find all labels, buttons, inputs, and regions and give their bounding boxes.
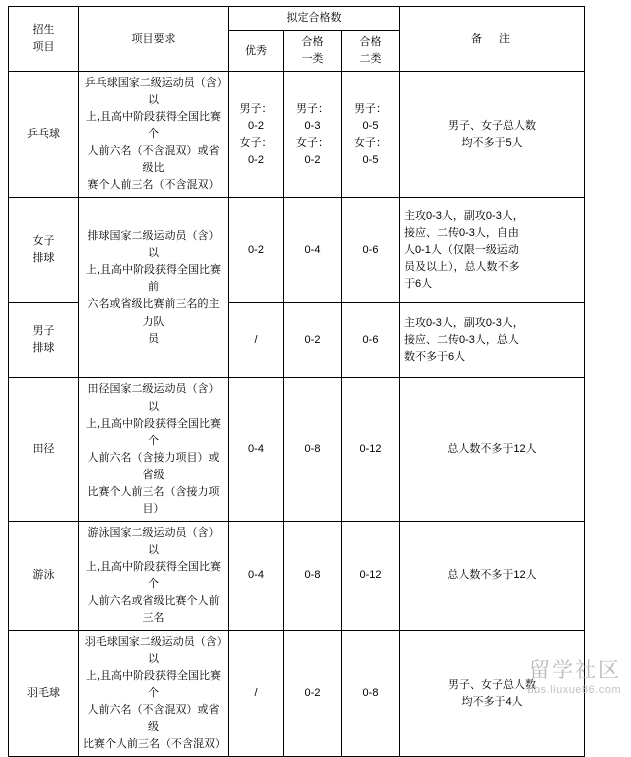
cell-program (9, 198, 79, 303)
program-line1: 男子 (32, 325, 55, 338)
cell-excellent (229, 303, 284, 378)
table-row (9, 378, 585, 521)
watermark-sub-text: bbs.liuxue86.com (527, 684, 621, 696)
cell-line: 均不多于4人 (461, 695, 523, 708)
cell-excellent (229, 198, 284, 303)
cell-line: 女子： (296, 136, 329, 149)
cell-line: 主攻0-3人，副攻0-3人， (404, 316, 524, 329)
cell-line: 上,且高中阶段获得全国比赛个 (85, 417, 222, 447)
cell-qualified-1 (284, 521, 342, 630)
cell-line: 员及以上），总人数不多 (404, 260, 520, 273)
cell-line: 人0-1人（仅限一级运动 (404, 243, 519, 256)
cell-line: 0-2 (248, 243, 264, 256)
header-qualified-class-2 (342, 31, 400, 72)
admission-requirements-table (8, 6, 585, 757)
watermark-main-text: 留学社区 (529, 657, 621, 682)
cell-line: 0-8 (304, 569, 321, 582)
table-row (9, 198, 585, 303)
cell-line: 总人数不多于12人 (447, 443, 537, 456)
cell-line: 比赛个人前三名（含接力项目） (87, 485, 220, 515)
cell-requirement (79, 198, 229, 378)
cell-excellent (229, 378, 284, 521)
cell-qualified-1 (284, 303, 342, 378)
cell-requirement (79, 72, 229, 198)
cell-line: 田径国家二级运动员（含）以 (87, 383, 220, 413)
header-excellent: 优秀 (229, 31, 284, 72)
cell-line: 0-6 (362, 243, 379, 256)
cell-line: 乒乓球国家二级运动员（含）以 (84, 77, 223, 107)
cell-qualified-1 (284, 198, 342, 303)
cell-line: 游泳国家二级运动员（含）以 (87, 526, 220, 556)
cell-line: 上,且高中阶段获得全国比赛个 (85, 111, 222, 141)
cell-remark (400, 72, 585, 198)
cell-qualified-2 (342, 198, 400, 303)
header-qualified-group: 拟定合格数 (229, 7, 400, 31)
cell-remark (400, 631, 585, 757)
header-qualified-2-line2: 二类 (359, 53, 382, 66)
cell-line: 数不多于6人 (404, 350, 466, 363)
cell-line: 均不多于5人 (461, 136, 523, 149)
cell-line: 女子： (354, 136, 387, 149)
cell-line: 人前六名（不含混双）或省级 (87, 704, 220, 734)
cell-line: 女子： (239, 136, 273, 149)
cell-program (9, 378, 79, 521)
cell-remark (400, 303, 585, 378)
cell-line: 人前六名（不含混双）或省级比 (87, 145, 220, 175)
cell-remark (400, 378, 585, 521)
program-line2: 排球 (32, 342, 55, 355)
cell-excellent (229, 72, 284, 198)
cell-line: 比赛个人前三名（不含混双） (83, 738, 226, 751)
cell-line: 0-5 (362, 119, 379, 132)
cell-line: 人前六名（含接力项目）或省级 (87, 451, 220, 481)
admission-table-sheet (8, 6, 584, 757)
cell-line: 0-4 (248, 443, 264, 456)
cell-line: / (254, 687, 258, 700)
cell-program (9, 303, 79, 378)
cell-qualified-1 (284, 378, 342, 521)
table-header-row-1 (9, 7, 585, 31)
cell-program (9, 631, 79, 757)
cell-line: 0-2 (304, 333, 321, 346)
cell-line: 排球国家二级运动员（含）以 (87, 230, 220, 260)
cell-remark (400, 521, 585, 630)
cell-line: 人前六名或省级比赛个人前三名 (87, 595, 220, 625)
cell-line: 六名或省级比赛前三名的主力队 (87, 298, 220, 328)
cell-line: 赛个人前三名（不含混双） (87, 179, 220, 192)
cell-line: 0-12 (359, 569, 382, 582)
cell-line: 0-5 (362, 153, 379, 166)
cell-excellent (229, 631, 284, 757)
cell-requirement (79, 378, 229, 521)
cell-line: / (254, 333, 258, 346)
cell-line: 上,且高中阶段获得全国比赛前 (85, 264, 222, 294)
cell-line: 男子： (354, 102, 387, 115)
cell-line: 0-8 (304, 443, 321, 456)
cell-line: 0-2 (248, 119, 264, 132)
program-line1: 羽毛球 (27, 687, 60, 700)
header-qualified-1-line2: 一类 (301, 53, 324, 66)
cell-line: 员 (148, 332, 159, 345)
program-line1: 乒乓球 (27, 128, 60, 141)
cell-requirement (79, 521, 229, 630)
cell-program (9, 72, 79, 198)
cell-line: 0-4 (304, 243, 321, 256)
header-requirement: 项目要求 (79, 7, 229, 72)
cell-line: 上,且高中阶段获得全国比赛个 (85, 560, 222, 590)
program-line1: 女子 (32, 235, 55, 248)
cell-line: 于6人 (404, 278, 433, 291)
header-qualified-1-line1: 合格 (301, 36, 324, 49)
header-remark: 备 注 (400, 7, 585, 72)
cell-line: 0-8 (362, 687, 379, 700)
cell-program (9, 521, 79, 630)
header-program-line1: 招生 (32, 24, 55, 37)
cell-line: 羽毛球国家二级运动员（含）以 (84, 636, 223, 666)
cell-line: 上,且高中阶段获得全国比赛个 (85, 670, 222, 700)
cell-qualified-1 (284, 631, 342, 757)
cell-line: 接应、二传0-3人，自由 (404, 226, 519, 239)
cell-line: 主攻0-3人，副攻0-3人， (404, 209, 524, 222)
cell-line: 接应、二传0-3人，总人 (404, 333, 519, 346)
cell-line: 0-12 (359, 443, 382, 456)
cell-line: 0-6 (362, 333, 379, 346)
cell-line: 男子、女子总人数 (448, 119, 537, 132)
header-qualified-class-1 (284, 31, 342, 72)
cell-qualified-2 (342, 631, 400, 757)
cell-line: 总人数不多于12人 (447, 569, 537, 582)
cell-qualified-1 (284, 72, 342, 198)
table-row (9, 631, 585, 757)
cell-line: 男子： (239, 102, 273, 115)
cell-line: 男子、女子总人数 (448, 678, 537, 691)
program-line1: 游泳 (32, 569, 55, 582)
cell-line: 0-4 (248, 569, 264, 582)
table-row (9, 521, 585, 630)
table-row (9, 72, 585, 198)
cell-line: 0-3 (304, 119, 321, 132)
cell-remark (400, 198, 585, 303)
program-line2: 排球 (32, 252, 55, 265)
cell-qualified-2 (342, 378, 400, 521)
header-program-line2: 项目 (32, 41, 55, 54)
cell-excellent (229, 521, 284, 630)
table-body (9, 72, 585, 757)
header-qualified-2-line1: 合格 (359, 36, 382, 49)
program-line1: 田径 (32, 443, 55, 456)
cell-line: 0-2 (304, 687, 321, 700)
cell-line: 男子： (296, 102, 329, 115)
cell-qualified-2 (342, 303, 400, 378)
cell-line: 0-2 (304, 153, 321, 166)
cell-qualified-2 (342, 72, 400, 198)
cell-qualified-2 (342, 521, 400, 630)
cell-requirement (79, 631, 229, 757)
header-program (9, 7, 79, 72)
cell-line: 0-2 (248, 153, 264, 166)
